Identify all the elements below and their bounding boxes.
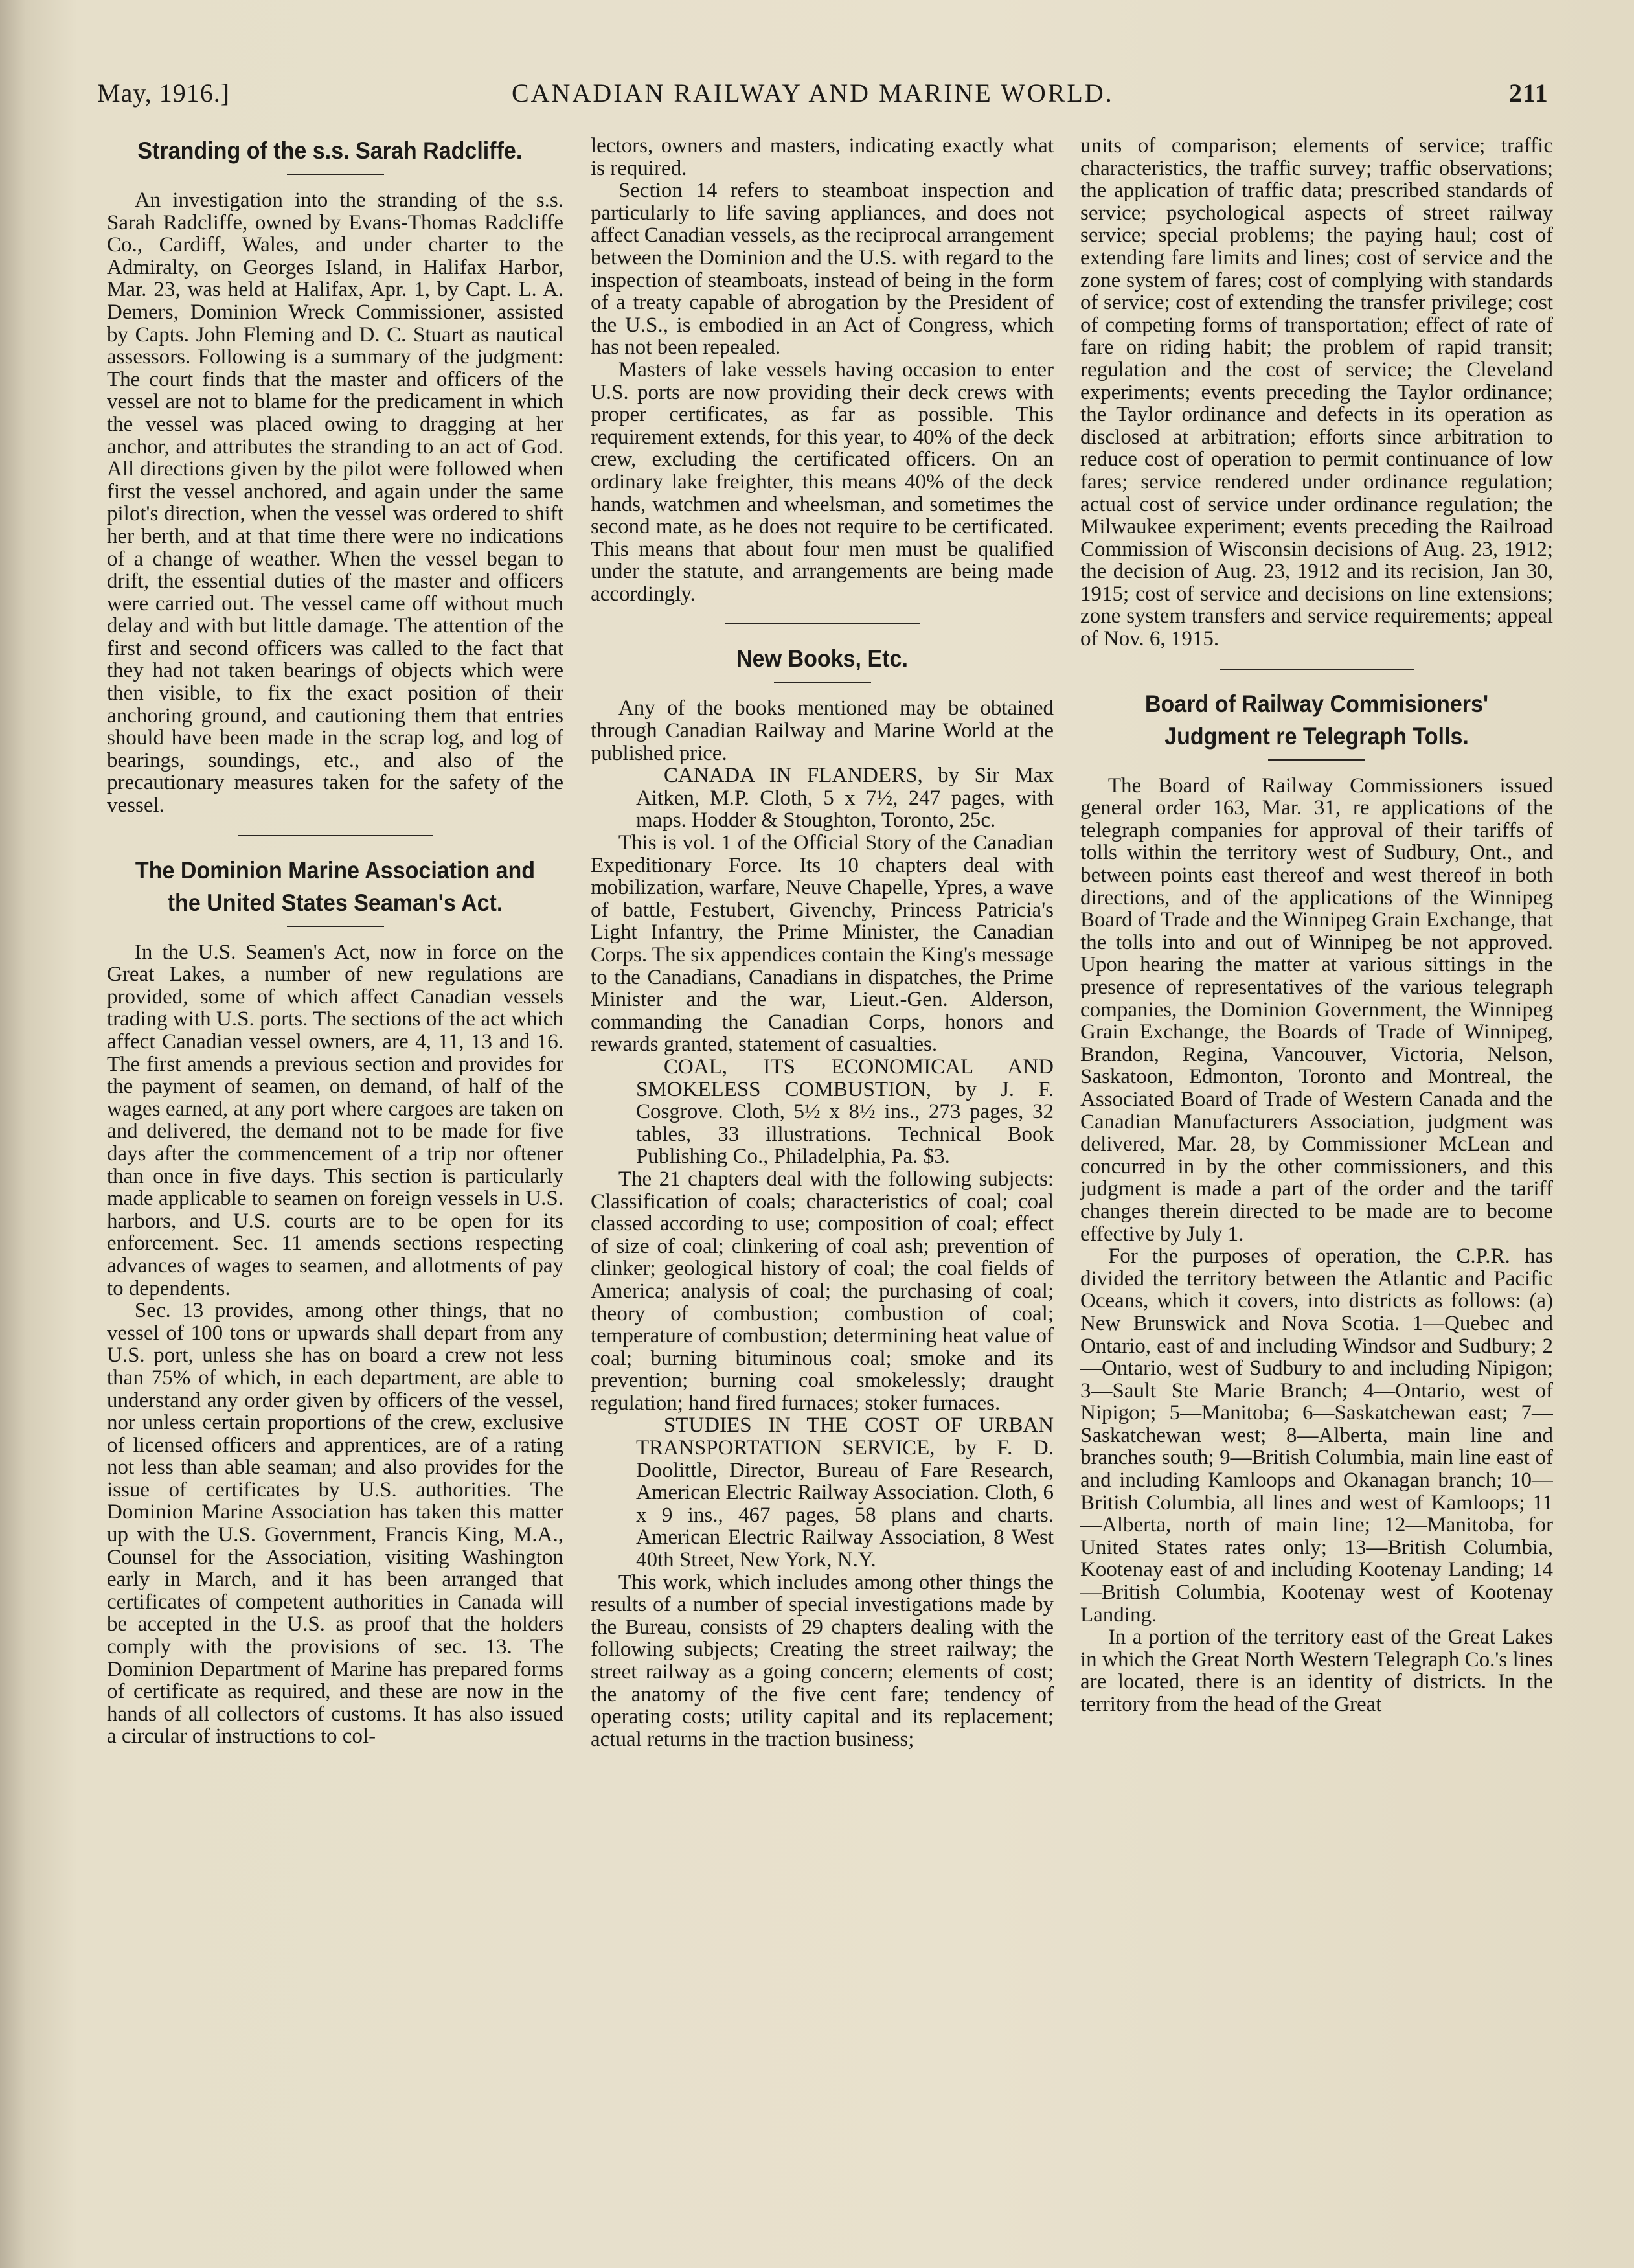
book-description: This is vol. 1 of the Official Story of the Canadian Expeditionary Force. Its 10 chapters deal with mobilization, warfare, Neuve Chapelle, Ypres, a wave of battle, Festubert, Givenchy, Princess Patricia's Light Infantry, the Prime Minister, the Canadian Corps. The six appendices contain the King's message to the Canadians, Canadians in dispatches, the Prime Minister and the war, Lieut.-Gen. Alderson, commanding the Canadian Corps, honors and rewards granted, statement of casualties. [591,831,1054,1057]
book-listing: COAL, ITS ECONOMICAL AND SMOKELESS COMBUSTION, by J. F. Cosgrove. Cloth, 5½ x 8½ ins., 273 pages, 32 tables, 33 illustrations. Technical Book Publishing Co., Philadelphia, Pa. $3. [636,1055,1054,1169]
article-paragraph: In a portion of the territory east of the Great Lakes in which the Great North Western Telegraph Co.'s lines are located, there is an identity of districts. In the territory from the head of the Great [1080,1625,1553,1716]
article-paragraph: Section 14 refers to steamboat inspection and particularly to life saving appliances, and does not affect Canadian vessels, as the reciprocal arrangement between the Dominion and the U.S. with regard to the inspection of steamboats, instead of being in the form of a treaty capable of abrogation by the President of the U.S., is embodied in an Act of Congress, which has not been repealed. [591,179,1054,360]
article-paragraph: Masters of lake vessels having occasion to enter U.S. ports are now providing their deck crews with proper certificates, as far as possible. This requirement extends, for this year, to 40% of the deck crew, excluding the certificated officers. On an ordinary lake freighter, this means 40% of the deck hands, watchmen and wheelsman, and sometimes the second mate, as he does not require to be certificated. This means that about four men must be qualified under the statute, and arrangements are being made accordingly. [591,358,1054,606]
article-paragraph: lectors, owners and masters, indicating exactly what is required. [591,135,1054,180]
article-paragraph: In the U.S. Seamen's Act, now in force on the Great Lakes, a number of new regulations are provided, some of which affect Canadian vessels trading with U.S. ports. The sections of the act which affect Canadian vessel owners, are 4, 11, 13 and 16. The first amends a previous section and provides for the payment of seamen, on demand, of half of the wages earned, at any port where cargoes are taken on and delivered, the demand not to be made for five days after the commencement of a trip nor oftener than once in five days. This section is particularly made applicable to seamen on foreign vessels in U.S. harbors, and U.S. courts are to be open for its enforcement. Sec. 11 amends sections respecting advances of wages to seamen, and allotments of pay to dependents. [107,940,563,1300]
section-title-new-books: New Books, Etc. [736,645,908,672]
column-left [107,135,563,2234]
divider [287,174,384,175]
article-title-sarah-radcliffe: Stranding of the s.s. Sarah Radcliffe. [137,137,523,164]
page-number: 211 [1509,78,1549,108]
article-paragraph: For the purposes of operation, the C.P.R. has divided the territory between the Atlantic and Pacific Oceans, which it covers, into districts as follows: (a) New Brunswick and Nova Scotia. 1—Quebec and Ontario, east of and including Windsor and Sudbury; 2—Ontario, west of Sudbury to and including Nipigon; 3—Sault Ste Marie Branch; 4—Ontario, west of Nipigon; 5—Manitoba; 6—Saskatchewan east; 7—Saskatchewan west; 8—Alberta, main line and branches south; 9—British Columbia, main line east of and including Kamloops and Okanagan branch; 10—British Columbia, all lines and west of Kamloops; 11—Alberta, north of main line; 12—Manitoba, for United States rates only; 13—British Columbia, Kootenay east of and including Kootenay Landing; 14—British Columbia, Kootenay west of Kootenay Landing. [1080,1244,1553,1627]
article-paragraph: Any of the books mentioned may be obtained through Canadian Railway and Marine World at the published price. [591,696,1054,765]
article-body: An investigation into the stranding of the s.s. Sarah Radcliffe, owned by Evans-Thomas Radcliffe Co., Cardiff, Wales, and under charter to the Admiralty, on Georges Island, in Halifax Harbor, Mar. 23, was held at Halifax, Apr. 1, by Capt. L. A. Demers, Dominion Wreck Commissioner, assisted by Capts. John Fleming and D. C. Stuart as nautical assessors. Following is a summary of the judgment: The court finds that the master and officers of the vessel are not to blame for the predicament in which the vessel was placed owing to dragging at her anchor, and attributes the stranding to an act of God. All directions given by the pilot were followed when first the vessel anchored, and again under the same pilot's direction, when the vessel was ordered to shift her berth, and at that time there were no indications of a change of weather. When the vessel began to drift, the essential duties of the master and officers were carried out. The vessel came off without much delay and with but little damage. The attention of the first and second officers was called to the fact that they had not taken bearings of objects which were then visible, to fix the exact position of their anchoring ground, and cautioning them that entries should have been made in the scrap log, and log of bearings, soundings, etc., and also of the precautionary measures taken for the safety of the vessel. [107,189,563,818]
article-paragraph: Sec. 13 provides, among other things, that no vessel of 100 tons or upwards shall depart from any U.S. port, unless she has on board a crew not less than 75% of which, in each department, are able to understand any order given by officers of the vessel, nor unless certain proportions of the crew, exclusive of licensed officers and apprentices, are of a rating not less than able seaman; and also provides for the issue of certificates by U.S. authorities. The Dominion Marine Association has taken this matter up with the U.S. Government, Francis King, M.A., Counsel for the Association, visiting Washington early in March, and it has been arranged that certificates of competent authorities in Canada will be accepted in the U.S. as proof that the holders comply with the provisions of sec. 13. The Dominion Department of Marine has prepared forms of certificate as required, and these are now in the hands of all collectors of customs. It has also issued a circular of instructions to col- [107,1299,563,1748]
divider [1268,759,1365,761]
article-paragraph: The Board of Railway Commissioners issued general order 163, Mar. 31, re applications of the telegraph companies for approval of their tariffs of tolls within the territory west of Sudbury, Ont., and between points east thereof and west thereof in both directions, and of the applications of the Winnipeg Board of Trade and the Winnipeg Grain Exchange, that the tolls into and out of Winnipeg be not approved. Upon hearing the matter at various sittings in the presence of representatives of the various telegraph companies, the Dominion Government, the Winnipeg Grain Exchange, the Boards of Trade of Winnipeg, Brandon, Regina, Vancouver, Victoria, Nelson, Saskatoon, Edmonton, Toronto and Montreal, the Associated Board of Trade of Western Canada and the Canadian Manufacturers Association, judgment was delivered, Mar. 28, by Commissioner McLean and concurred in by the other commissioners, and this judgment is made a part of the order and the tariff changes therein directed to be made are to become effective by July 1. [1080,773,1553,1246]
book-listing: STUDIES IN THE COST OF URBAN TRANSPORTATION SERVICE, by F. D. Doolittle, Director, Bureau of Fare Research, American Electric Railway Association. Cloth, 6 x 9 ins., 467 pages, 58 plans and charts. American Electric Railway Association, 8 West 40th Street, New York, N.Y. [636,1414,1054,1572]
divider [774,682,871,683]
article-title-telegraph-tolls: Board of Railway Commisioners' Judgment re Telegraph Tolls. [1144,690,1489,750]
issue-date: May, 1916.] [97,78,231,108]
book-description: This work, which includes among other things the results of a number of special investigations made by the Bureau, consists of 29 chapters dealing with the following subjects; Creating the street railway; the street railway as a going concern; elements of cost; the anatomy of the five cent fare; tendency of operating costs; utility capital and its replacement; actual returns in the traction business; [591,1570,1054,1751]
divider [725,623,920,624]
article-paragraph: units of comparison; elements of service; traffic characteristics, the traffic survey; traffic observations; the application of traffic data; prescribed standards of service; psychological aspects of street railway service; special problems; the paying haul; cost of extending fare limits and lines; cost of service and the zone system of fares; cost of complying with standards of service; cost of extending the transfer privilege; cost of competing forms of transportation; effect of rate of fare on riding habit; the problem of rapid transit; regulation and the cost of service; the Cleveland experiments; events preceding the Taylor ordinance; the Taylor ordinance and defects in its operation as disclosed at arbitration; efforts since arbitration to reduce cost of operation to permit continuance of low fares; service rendered under ordinance regulation; actual cost of service under ordinance regulation; the Milwaukee experiment; events preceding the Railroad Commission of Wisconsin decisions of Aug. 23, 1912; the decision of Aug. 23, 1912 and its recision, Jan 30, 1915; cost of service and decisions on line extensions; zone system transfers and service requirements; appeal of Nov. 6, 1915. [1080,135,1553,651]
column-right [1080,135,1553,2234]
divider [287,926,384,927]
book-description: The 21 chapters deal with the following subjects: Classification of coals; characteristics of coal; coal classed according to use; composition of coal; effect of size of coal; clinkering of coal ash; prevention of clinker; geological history of coal; the coal fields of America; analysis of coal; the purchasing of coal; theory of combustion; combustion of coal; temperature of combustion; determining heat value of coal; burning bituminous coal; smoke and its prevention; burning coal smokelessly; draught regulation; hand fired furnaces; stoker furnaces. [591,1167,1054,1415]
column-middle [591,135,1054,2234]
journal-title: CANADIAN RAILWAY AND MARINE WORLD. [512,78,1114,108]
article-title-marine-association: The Dominion Marine Association and the United States Seaman's Act. [135,856,536,916]
divider [1220,669,1414,670]
divider [238,835,433,836]
book-listing: CANADA IN FLANDERS, by Sir Max Aitken, M.P. Cloth, 5 x 7½, 247 pages, with maps. Hodder & Stoughton, Toronto, 25c. [636,764,1054,832]
